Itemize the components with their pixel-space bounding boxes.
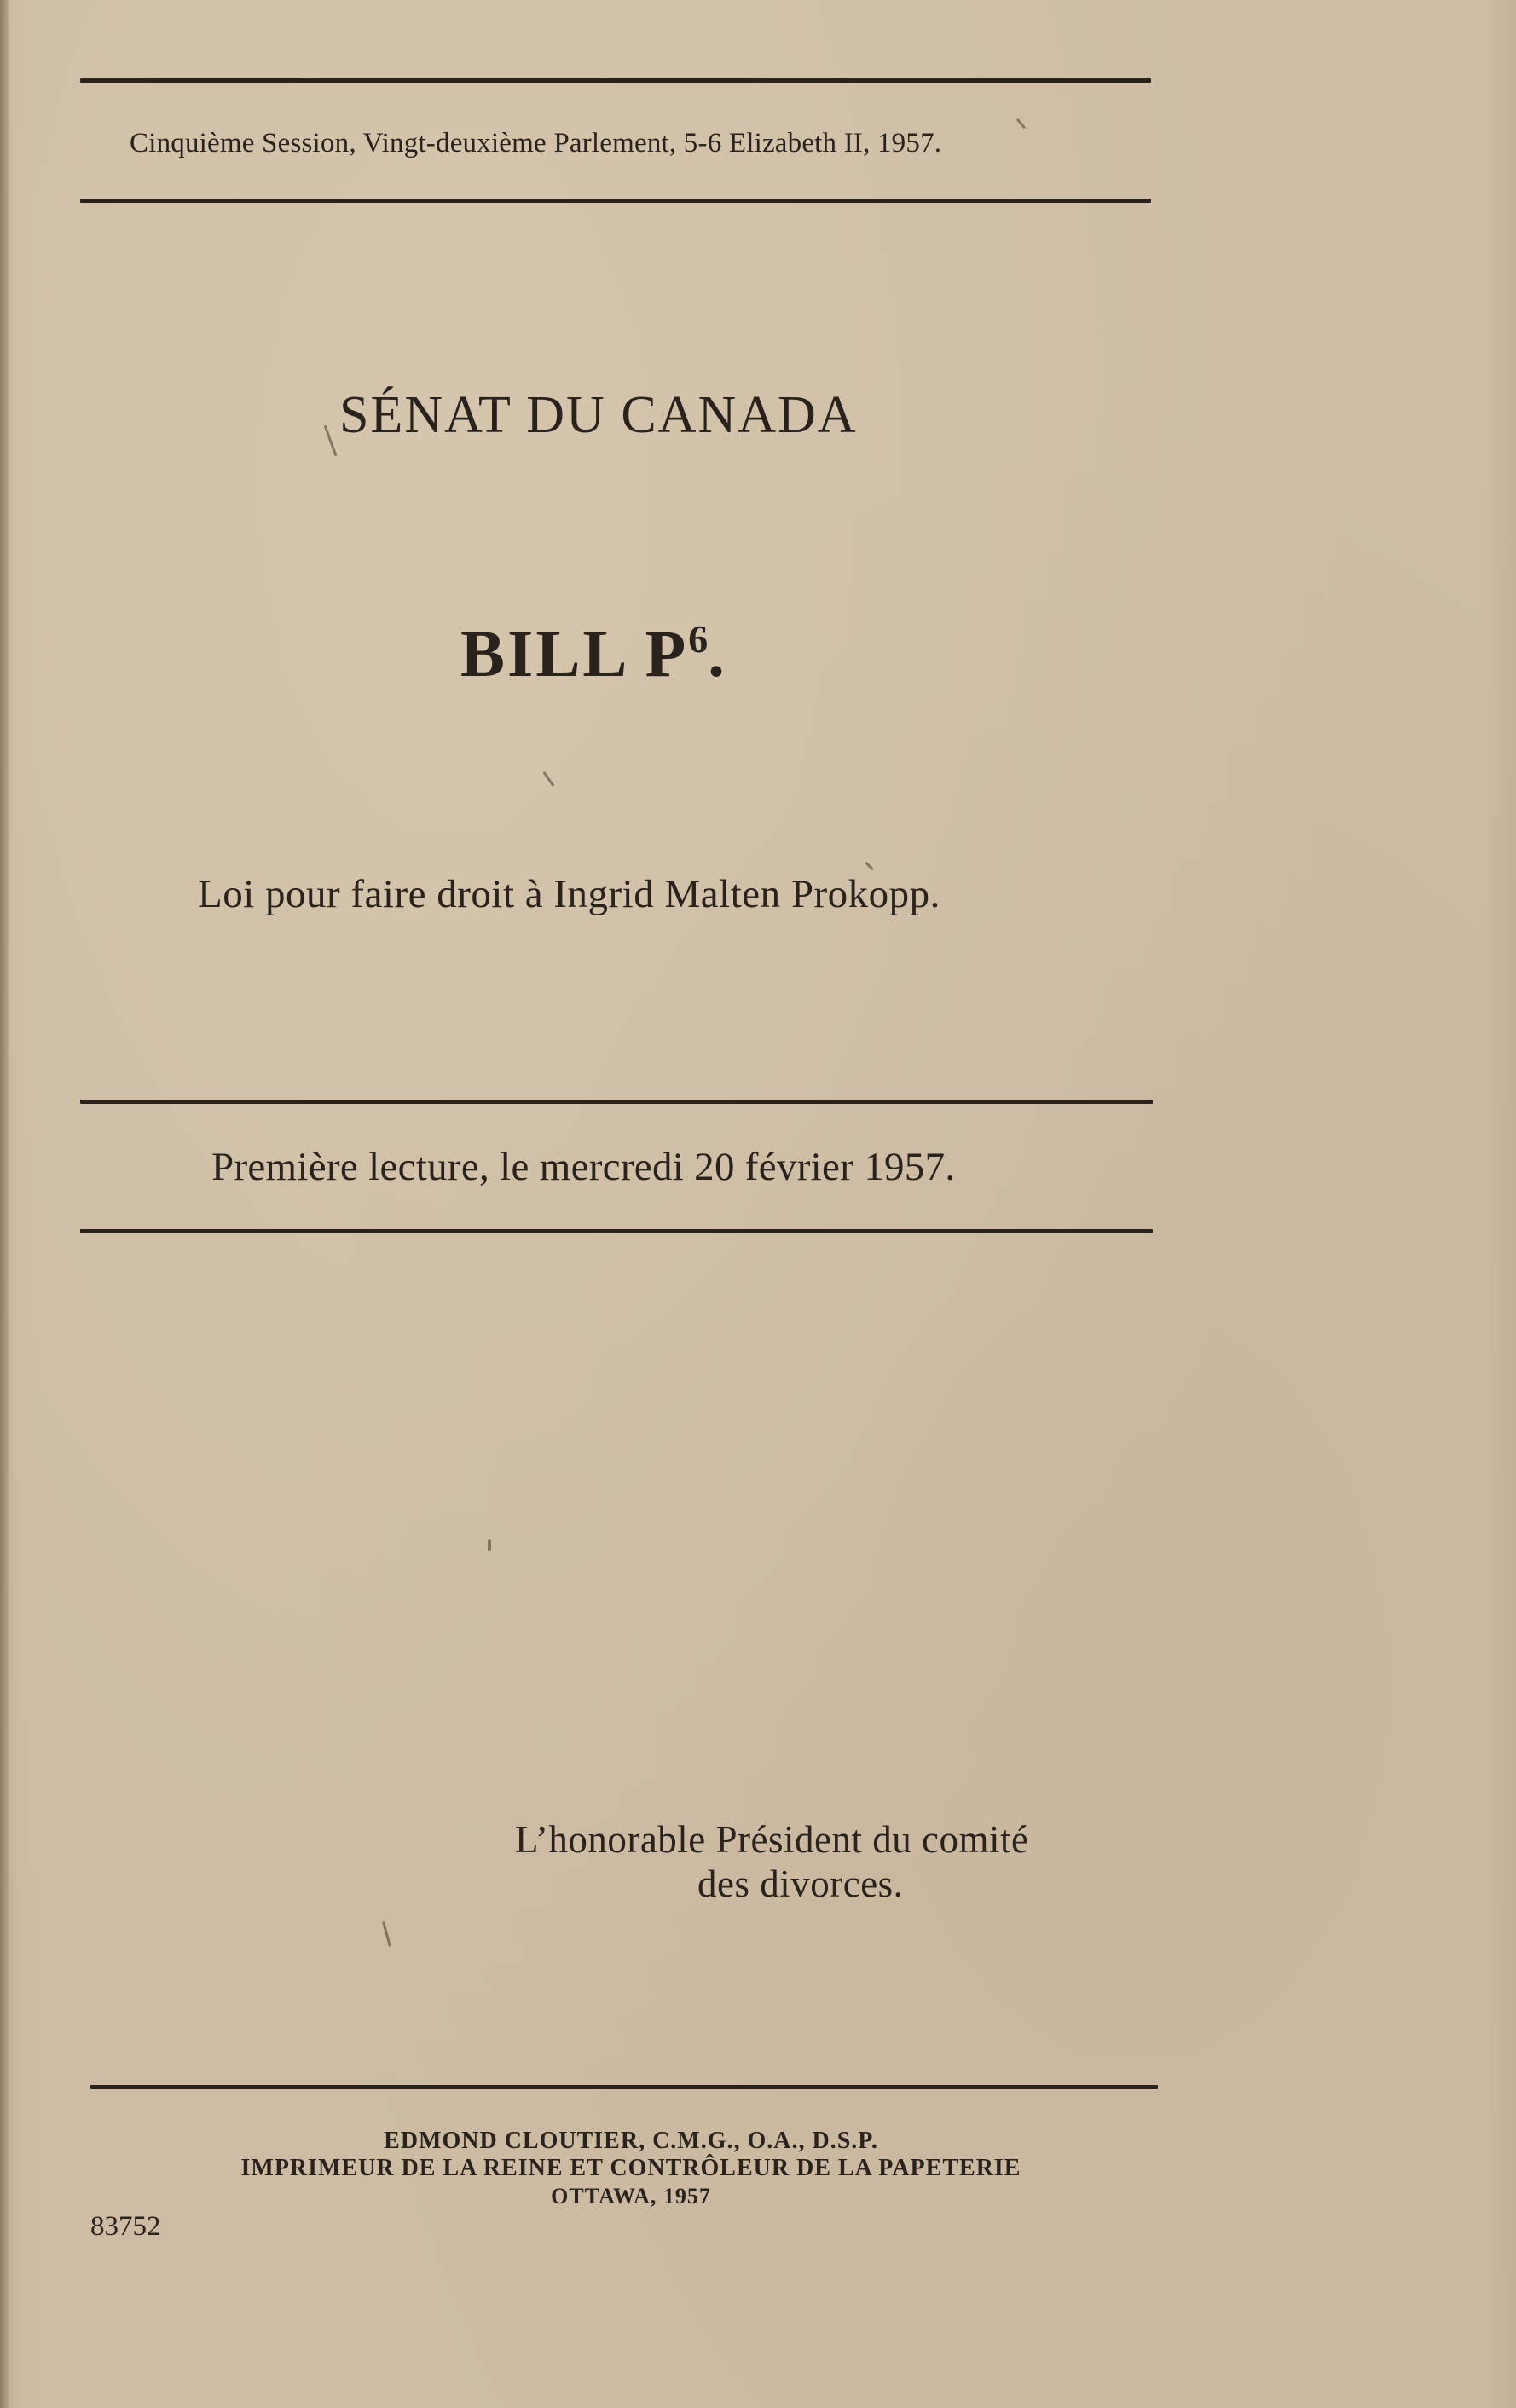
reading-rule-bottom (80, 1229, 1153, 1233)
sponsor-line-2: des divorces. (697, 1862, 904, 1905)
first-reading-line: Première lecture, le mercredi 20 février 1957. (211, 1145, 956, 1189)
senate-heading: SÉNAT DU CANADA (339, 386, 858, 444)
paper-speck (324, 425, 338, 457)
session-line: Cinquième Session, Vingt-deuxième Parlement, 5-6 Elizabeth II, 1957. (130, 128, 942, 159)
document-number: 83752 (90, 2211, 161, 2242)
top-rule-1 (80, 78, 1151, 83)
bill-suffix: . (708, 616, 727, 690)
bill-title (460, 615, 727, 692)
printer-place-year: OTTAWA, 1957 (551, 2184, 711, 2209)
page-binding-edge (0, 0, 9, 2408)
bill-superscript: 6 (688, 617, 709, 661)
top-rule-2 (80, 199, 1151, 203)
paper-speck (865, 862, 874, 871)
paper-speck (488, 1539, 491, 1551)
act-title: Loi pour faire droit à Ingrid Malten Prokopp. (198, 872, 940, 916)
bill-label: BILL P (460, 616, 689, 690)
printer-title: IMPRIMEUR DE LA REINE ET CONTRÔLEUR DE LA PAPETERIE (240, 2155, 1021, 2181)
reading-rule-top (80, 1100, 1153, 1104)
paper-speck (382, 1921, 391, 1947)
imprint-rule (90, 2085, 1158, 2089)
sponsor-line-1: L’honorable Président du comité (515, 1818, 1029, 1861)
paper-speck (543, 771, 555, 787)
printer-name: EDMOND CLOUTIER, C.M.G., O.A., D.S.P. (384, 2128, 878, 2154)
